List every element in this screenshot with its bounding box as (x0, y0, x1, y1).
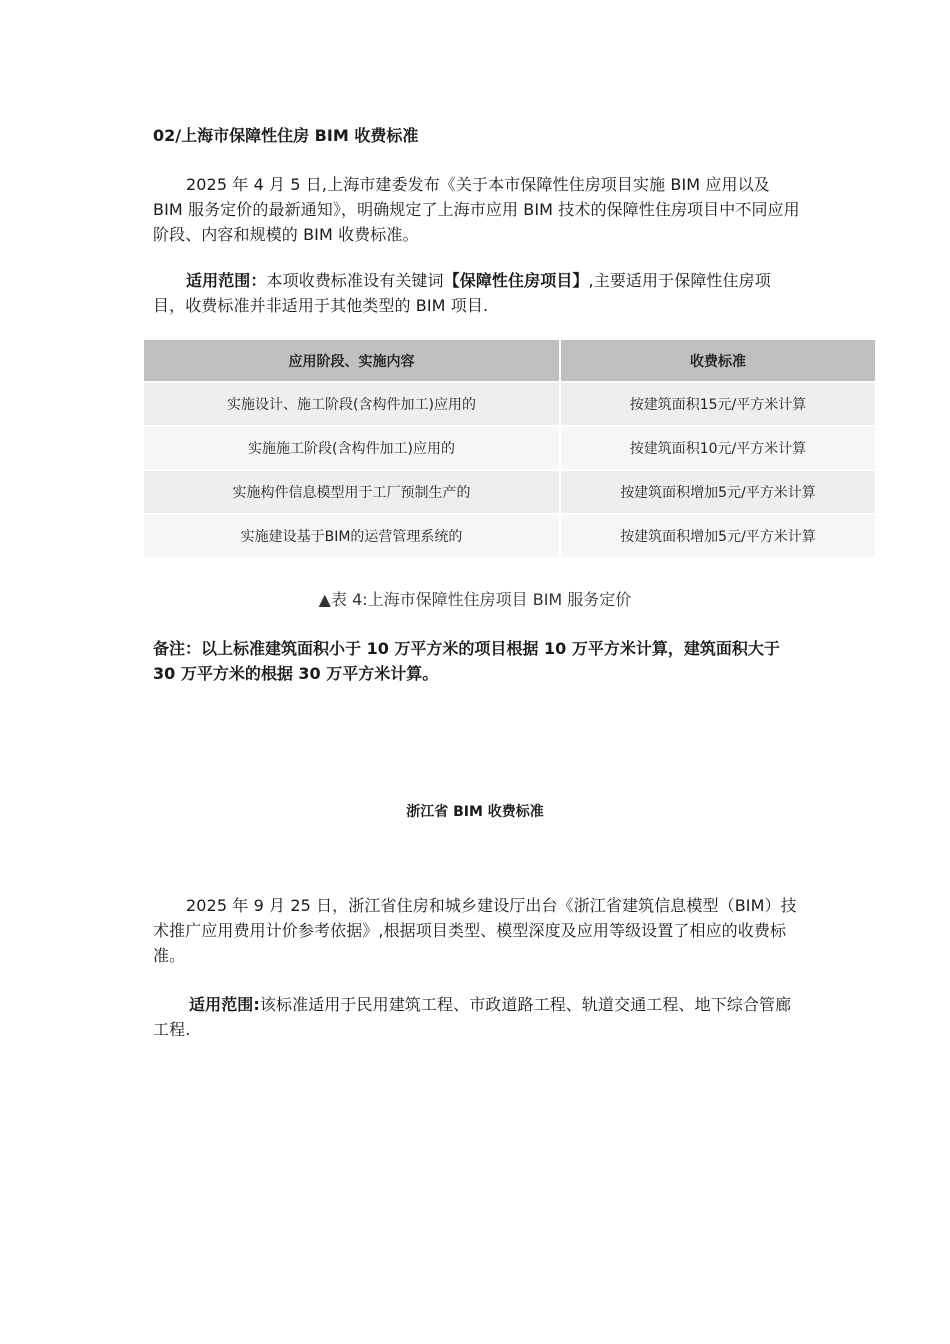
scope-text-b: ,主要适用于保障性住房项目，收费标准并非适用于其他类型的 BIM 项目. (153, 271, 771, 315)
scope-keyword: 【保障性住房项目】 (443, 271, 589, 290)
shanghai-scope-paragraph (153, 268, 803, 318)
table-header-row (144, 340, 875, 382)
table-row (144, 382, 875, 426)
table-row (144, 514, 875, 558)
section-heading-zhejiang: 浙江省 BIM 收费标准 (406, 804, 544, 820)
section-number: 02/ (153, 126, 182, 145)
table-cell: 按建筑面积增加5元/平方米计算 (560, 514, 875, 558)
table-cell: 实施设计、施工阶段(含构件加工)应用的 (144, 382, 560, 426)
scope-label: 适用范围： (186, 271, 267, 290)
scope-text-a: 本项收费标准设有关键词 (266, 271, 444, 290)
zhejiang-scope-paragraph (153, 992, 803, 1042)
table-header-cell: 收费标准 (560, 340, 875, 382)
table-cell: 实施建设基于BIM的运营管理系统的 (144, 514, 560, 558)
fee-table (144, 340, 875, 559)
table-cell: 按建筑面积增加5元/平方米计算 (560, 470, 875, 514)
table-cell: 按建筑面积15元/平方米计算 (560, 382, 875, 426)
table-cell: 按建筑面积10元/平方米计算 (560, 426, 875, 470)
section-title: 上海市保障性住房 BIM 收费标准 (181, 126, 419, 145)
shanghai-intro-paragraph: 2025 年 4 月 5 日,上海市建委发布《关于本市保障性住房项目实施 BIM 应用以及 BIM 服务定价的最新通知》，明确规定了上海市应用 BIM 技术的保障性住房项目中不同应用阶段、内容和规模的 BIM 收费标准。 (153, 175, 800, 244)
section-heading-shanghai (153, 126, 418, 146)
zhejiang-intro-paragraph: 2025 年 9 月 25 日，浙江省住房和城乡建设厅出台《浙江省建筑信息模型（BIM）技术推广应用费用计价参考依据》,根据项目类型、模型深度及应用等级设置了相应的收费标准。 (153, 896, 797, 965)
table-header-cell: 应用阶段、实施内容 (144, 340, 560, 382)
table-note: 备注：以上标准建筑面积小于 10 万平方米的项目根据 10 万平方米计算，建筑面积大于 30 万平方米的根据 30 万平方米计算。 (153, 639, 780, 683)
table-row (144, 470, 875, 514)
table-cell: 实施构件信息模型用于工厂预制生产的 (144, 470, 560, 514)
table-cell: 实施施工阶段(含构件加工)应用的 (144, 426, 560, 470)
scope-text: 该标准适用于民用建筑工程、市政道路工程、轨道交通工程、地下综合管廊工程. (153, 995, 792, 1039)
table-caption: ▲表 4:上海市保障性住房项目 BIM 服务定价 (318, 590, 632, 609)
table-row (144, 426, 875, 470)
scope-label: 适用范围: (189, 995, 260, 1014)
